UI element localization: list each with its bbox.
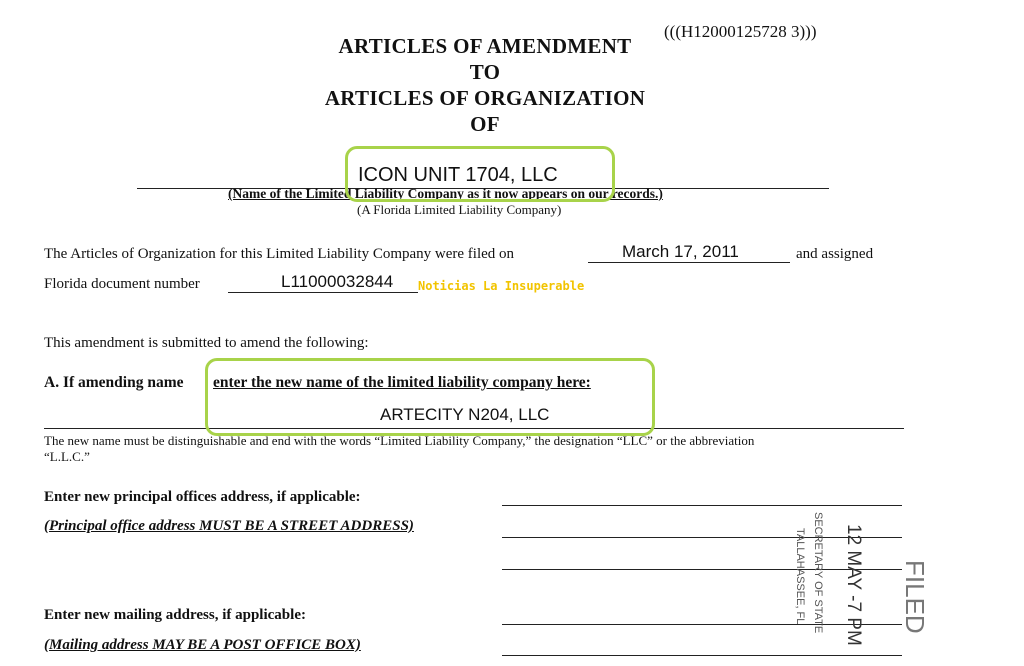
title-line-1: ARTICLES OF AMENDMENT bbox=[338, 34, 632, 58]
stamp-city: TALLAHASSEE, FL bbox=[794, 528, 806, 625]
document-number-label: Florida document number bbox=[44, 276, 200, 292]
filed-date: March 17, 2011 bbox=[622, 242, 739, 261]
section-a-label: A. If amending name bbox=[44, 374, 184, 391]
assigned-text: and assigned bbox=[796, 246, 874, 262]
section-a-instruction: enter the new name of the limited liability company here: bbox=[213, 374, 591, 391]
filed-on-text: The Articles of Organization for this Limited Liability Company were filed on bbox=[44, 246, 515, 262]
principal-address-note: (Principal office address MUST BE A STREET ADDRESS) bbox=[44, 518, 414, 534]
document-number-underline bbox=[228, 292, 418, 293]
mailing-address-label: Enter new mailing address, if applicable: bbox=[44, 607, 306, 623]
mailing-address-line-2 bbox=[502, 655, 902, 656]
stamp-filed: FILED bbox=[900, 560, 930, 634]
mailing-address-note: (Mailing address MAY BE A POST OFFICE BOX) bbox=[44, 637, 361, 653]
company-name-caption: (Name of the Limited Liability Company as it now appears on our records.) bbox=[228, 186, 663, 201]
new-company-name: ARTECITY N204, LLC bbox=[380, 405, 550, 424]
filed-date-underline bbox=[588, 262, 790, 263]
new-name-note-line-1: The new name must be distinguishable and end with the words “Limited Liability Company,” the designation “LLC” or the abbreviation bbox=[44, 433, 755, 448]
principal-address-line-1 bbox=[502, 505, 902, 506]
title-line-4: OF bbox=[470, 112, 500, 136]
florida-caption: (A Florida Limited Liability Company) bbox=[357, 202, 562, 217]
stamp-office: SECRETARY OF STATE bbox=[812, 512, 824, 634]
new-name-note-line-2: “L.L.C.” bbox=[44, 449, 90, 464]
document-reference-number: (((H12000125728 3))) bbox=[664, 22, 817, 41]
title-line-2: TO bbox=[469, 60, 501, 84]
stamp-date: 12 MAY -7 PM bbox=[843, 524, 864, 646]
document-number: L11000032844 bbox=[281, 272, 394, 291]
current-company-name: ICON UNIT 1704, LLC bbox=[358, 164, 558, 186]
company-name-highlight bbox=[345, 146, 615, 202]
amendment-intro: This amendment is submitted to amend the following: bbox=[44, 335, 369, 351]
title-line-3: ARTICLES OF ORGANIZATION bbox=[324, 86, 646, 110]
new-name-highlight bbox=[205, 358, 655, 436]
principal-address-label: Enter new principal offices address, if applicable: bbox=[44, 489, 361, 505]
watermark-text: Noticias La Insuperable bbox=[418, 279, 585, 293]
